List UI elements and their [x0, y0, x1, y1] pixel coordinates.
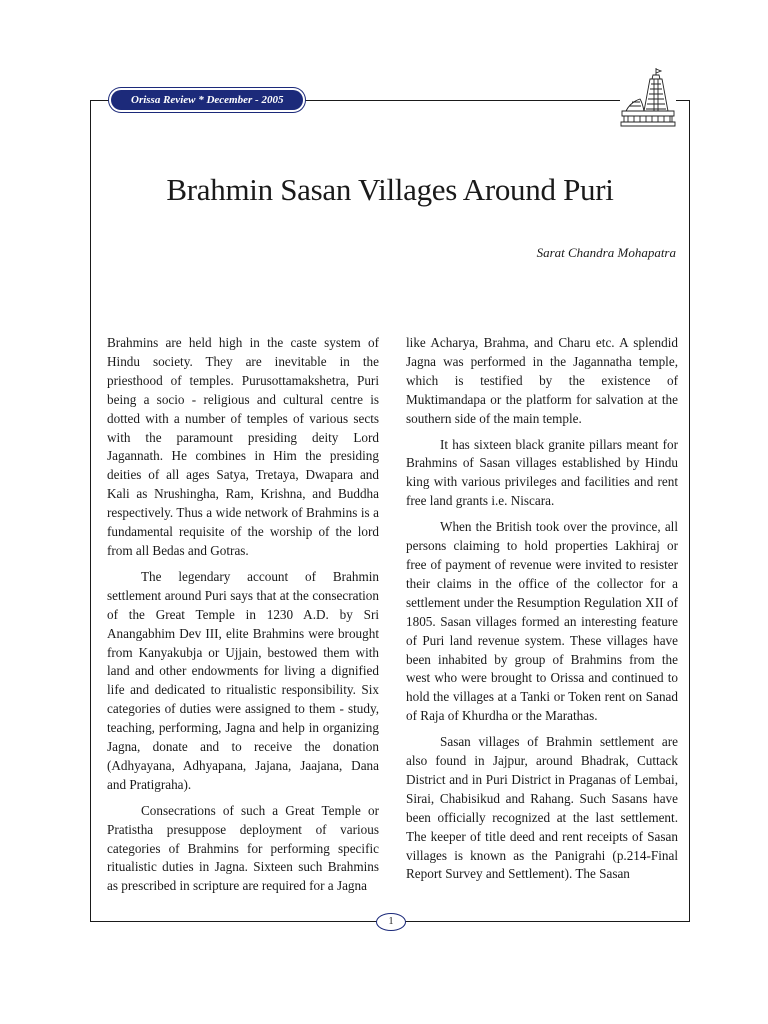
article-author: Sarat Chandra Mohapatra [536, 245, 676, 260]
publication-badge: Orissa Review * December - 2005 [111, 90, 303, 110]
article-title: Brahmin Sasan Villages Around Puri [166, 172, 614, 207]
temple-logo-icon [620, 66, 676, 128]
paragraph: The legendary account of Brahmin settlement around Puri says that at the consecration of the Great Temple in 1230 A.D. by Sri Anangabhim Dev III, elite Brahmins were brought from Kanyakubja or Ujjain, bestowed them with land and other endowments for living a dignified life and dedicated to ritualistic responsibility. Six categories of duties were assigned to them - study, teaching, performing, Jagna and help in organizing Jagna, donate and to receive the donation (Adhyayana, Adhyapana, Jajana, Jaajana, Dana and Pratigraha). [107, 568, 379, 792]
paragraph: like Acharya, Brahma, and Charu etc. A splendid Jagna was performed in the Jagannatha temple, which is testified by the existence of Muktimandapa or the platform for salvation at the southern side of the main temple. [406, 335, 678, 426]
paragraph: Sasan villages of Brahmin settlement are also found in Jajpur, around Bhadrak, Cuttack District and in Puri District in Praganas of Lembai, Sirai, Chabisikud and Rahang. Such Sasans have been officially recognized at the last settlement. The keeper of title deed and rent receipts of Sasan villages is known as the Panigrahi (p.214-Final Report Survey and Settlement). The Sasan [406, 734, 678, 882]
page-number: 1 [376, 913, 406, 931]
paragraph: Brahmins are held high in the caste system of Hindu society. They are inevitable in the priesthood of temples. Purusottamakshetra, Puri being a socio - religious and cultural centre is dotted with a number of temples of various sects with the paramount presiding deity Lord Jagannath. He combines in Him the presiding deities of all ages Satya, Tretaya, Dwapara and Kali as Nrushingha, Ram, Krishna, and Buddha respectively. Thus a wide network of Brahmins is a fundamental requisite of the worship of the lord from all Bedas and Gotras. [107, 335, 379, 558]
paragraph: Consecrations of such a Great Temple or Pratistha presuppose deployment of various categories of Brahmins for performing specific ritualistic duties in Jagna. Sixteen such Brahmins as prescribed in scripture are required for a Jagna [107, 802, 379, 894]
paragraph: It has sixteen black granite pillars meant for Brahmins of Sasan villages established by Hindu king with various privileges and facilities and rent free land grants i.e. Niscara. [406, 436, 678, 509]
paragraph: When the British took over the province, all persons claiming to hold properties Lakhiraj or free of payment of revenue were invited to resister their claims in the office of the collector for a settlement under the Resumption Regulation XII of 1805. Sasan villages formed an interesting feature of Puri land revenue system. These villages have been inhabited by group of Brahmins from the west who were brought to Orissa and continued to hold the villages at a Tanki or Token rent on Sanad of Raja of Khurdha or the Marathas. [406, 519, 678, 724]
left-column [107, 334, 379, 903]
right-column [406, 334, 678, 891]
